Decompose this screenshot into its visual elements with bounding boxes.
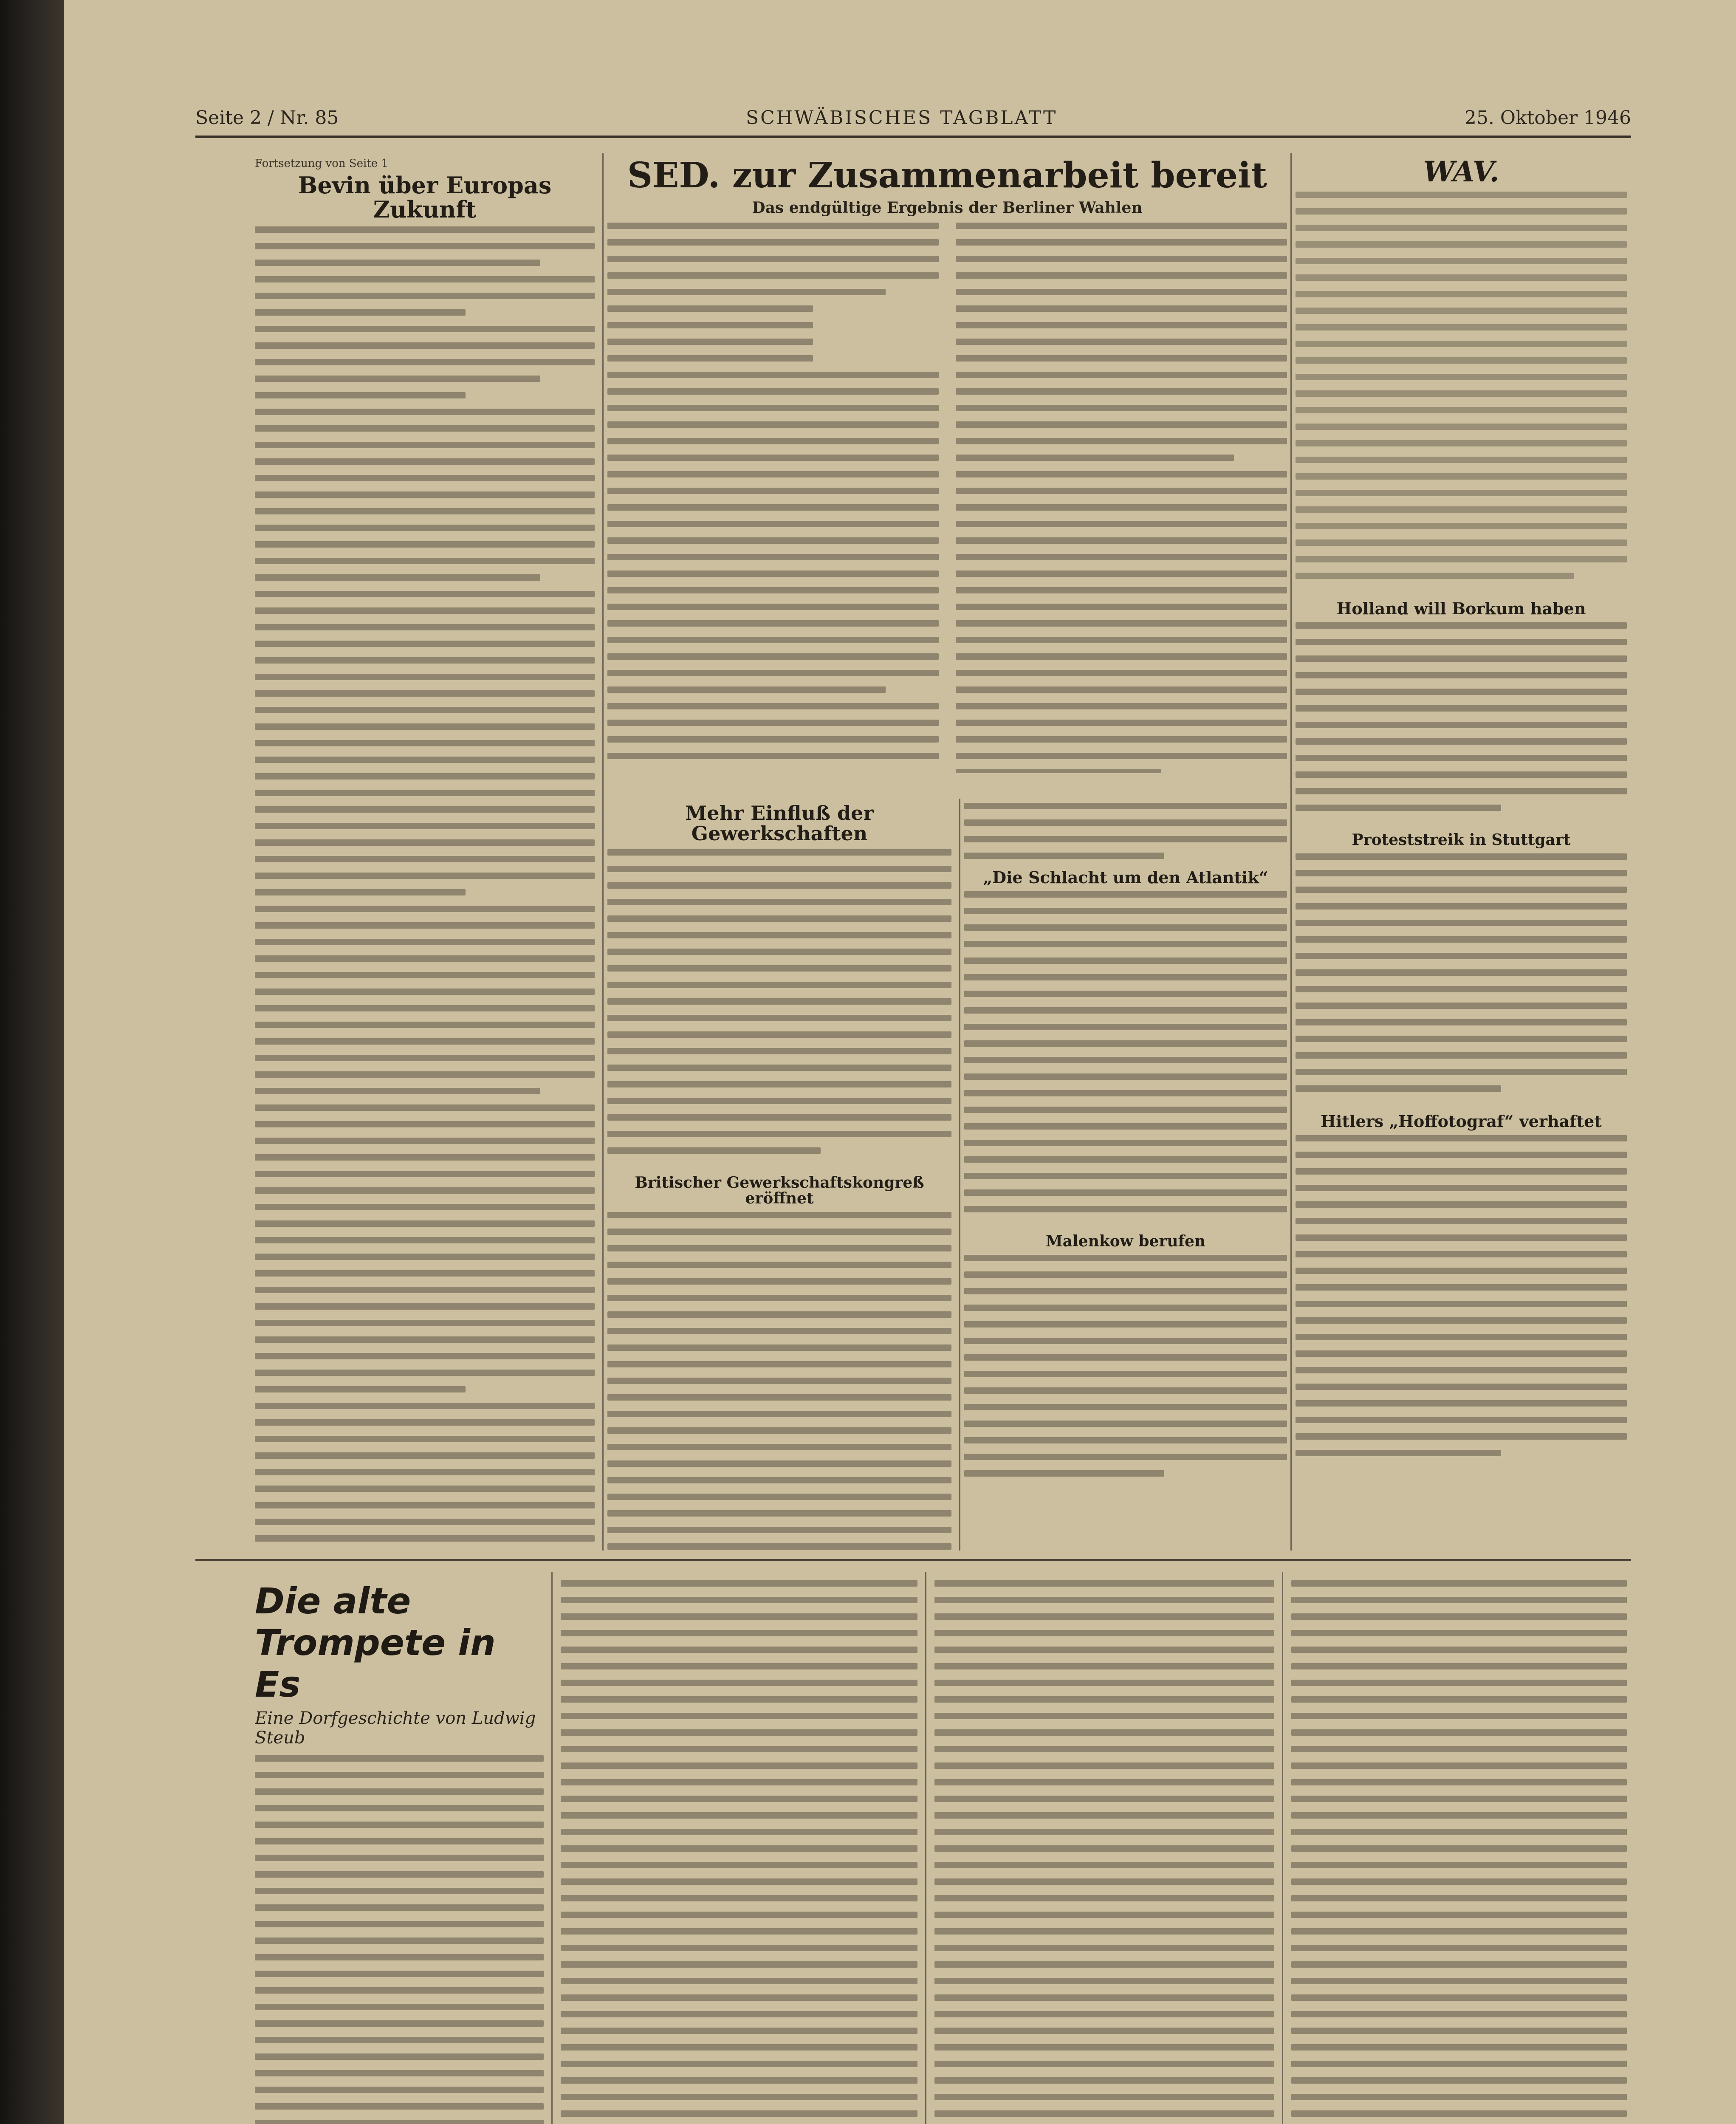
article-headline: Proteststreik in Stuttgart: [1352, 831, 1571, 849]
article-headline: Holland will Borkum haben: [1336, 599, 1586, 619]
article-bevin: [255, 157, 595, 1551]
masthead: SCHWÄBISCHES TAGBLATT: [745, 107, 1058, 129]
article-body: [1296, 1135, 1627, 1456]
story-title: Die alte Trompete in Es: [255, 1580, 496, 1705]
column-rule: [551, 1572, 553, 2124]
article-body: [964, 1255, 1287, 1477]
article-body: [561, 1580, 917, 2124]
article-body: [956, 223, 1287, 773]
story-column: [934, 1580, 1274, 2124]
page-label: Seite 2 / Nr. 85: [195, 107, 339, 129]
column-rule: [1282, 1572, 1283, 2124]
article-headline: Britischer Gewerkschaftskongreß eröffnet: [635, 1173, 924, 1208]
article-headline: SED. zur Zusammenarbeit bereit: [627, 157, 1267, 196]
article-body: [1296, 192, 1627, 579]
story-column: [1291, 1580, 1627, 2124]
story-column: [561, 1580, 917, 2124]
page-header: [195, 104, 1631, 138]
section-divider: [195, 1559, 1631, 1561]
book-binding: [0, 0, 64, 2124]
article-headline: Bevin über Europas Zukunft: [298, 172, 552, 223]
article-body: [255, 226, 595, 1551]
article-body: [1291, 1580, 1627, 2124]
column-rule: [959, 799, 960, 1551]
article-body: [607, 849, 951, 1154]
article-sed: [607, 157, 1287, 773]
column-rule: [602, 153, 604, 1551]
article-headline: Mehr Einfluß der Gewerkschaften: [685, 803, 874, 845]
article-kicker: Fortsetzung von Seite 1: [255, 157, 388, 170]
article-headline: WAV.: [1423, 157, 1499, 188]
article-headline: „Die Schlacht um den Atlantik“: [983, 868, 1268, 887]
article-body: [607, 1212, 951, 1551]
article-body: [1296, 622, 1627, 811]
issue-date: 25. Oktober 1946: [1464, 107, 1631, 129]
article-body: [964, 803, 1287, 859]
article-body: [964, 891, 1287, 1212]
article-headline: Malenkow berufen: [1045, 1232, 1206, 1250]
article-body: [1296, 853, 1627, 1092]
article-body: [934, 1580, 1274, 2124]
article-headline: Hitlers „Hoffotograf“ verhaftet: [1321, 1111, 1602, 1131]
article-story: [255, 1580, 544, 2124]
story-subtitle: Eine Dorfgeschichte von Ludwig Steub: [255, 1709, 536, 1748]
article-atlantik: [964, 803, 1287, 1551]
column-rule: [925, 1572, 926, 2124]
article-wav: [1296, 157, 1627, 1508]
column-rule: [1290, 153, 1292, 1551]
article-gewerkschaften: [607, 803, 951, 1551]
article-body: [607, 223, 939, 773]
article-subheadline: Das endgültige Ergebnis der Berliner Wahlen: [752, 199, 1143, 217]
article-body: [255, 1755, 544, 2124]
